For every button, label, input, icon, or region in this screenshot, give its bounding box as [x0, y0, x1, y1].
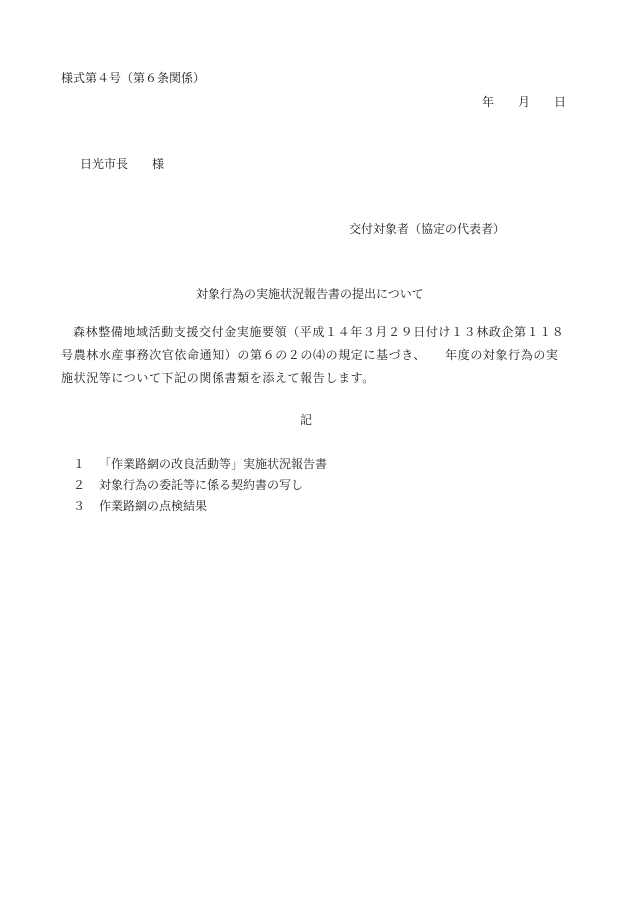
document-title: 対象行為の実施状況報告書の提出について: [196, 287, 424, 301]
addressee: 日光市長 様: [80, 157, 165, 171]
body-line: 森林整備地域活動支援交付金実施要領（平成１４年３月２９日付け１３林政企第１１８: [73, 325, 565, 339]
body-paragraph: [61, 321, 581, 390]
form-number: 様式第４号（第６条関係）: [61, 71, 206, 85]
list-item: 対象行為の委託等に係る契約書の写し: [99, 478, 304, 492]
body-line: 施状況等について下記の関係書類を添えて報告します。: [61, 371, 375, 385]
list-item-number: ２: [73, 478, 86, 492]
sender: 交付対象者（協定の代表者）: [349, 222, 506, 236]
body-line: 号農林水産事務次官依命通知）の第６の２の⑷の規定に基づき、 年度の対象行為の実: [61, 348, 559, 362]
list-item-number: １: [73, 457, 86, 471]
list-item: 作業路網の点検結果: [99, 499, 208, 513]
date-line: 年 月 日: [482, 95, 567, 109]
list-item-number: ３: [73, 499, 86, 513]
ki-heading: 記: [300, 413, 313, 427]
list-item: 「作業路網の改良活動等」実施状況報告書: [99, 457, 328, 471]
